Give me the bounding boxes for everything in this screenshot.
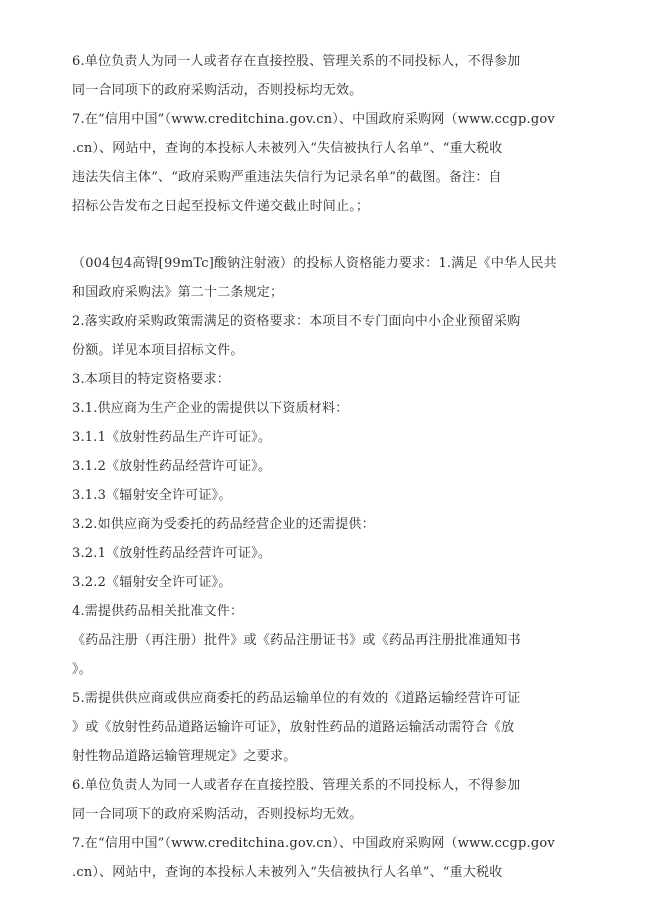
text-line: 招标公告发布之日起至投标文件递交截止时间止。； [72, 199, 370, 214]
text-line: .cn）、网站中，查询的本投标人未被列入“失信被执行人名单”、“重大税收 [72, 141, 503, 156]
text-line: 3.2.2《辐射安全许可证》。 [72, 575, 232, 590]
text-line: 份额。详见本项目招标文件。 [72, 343, 244, 358]
text-line: 3.1.2《放射性药品经营许可证》。 [72, 459, 272, 474]
text-line: 7.在“信用中国”（www.creditchina.gov.cn）、中国政府采购网（www.ccgp.gov [72, 112, 555, 127]
text-line: 3.2.1《放射性药品经营许可证》。 [72, 546, 272, 561]
text-line: （004包4高锝[99mTc]酸钠注射液）的投标人资格能力要求：1.满足《中华人民共 [72, 256, 557, 271]
text-line: 同一合同项下的政府采购活动，否则投标均无效。 [72, 83, 363, 98]
text-line: 3.1.3《辐射安全许可证》。 [72, 488, 232, 503]
text-line: 3.1.供应商为生产企业的需提供以下资质材料： [72, 401, 349, 416]
text-line: 》。 [72, 662, 92, 677]
text-line: 6.单位负责人为同一人或者存在直接控股、管理关系的不同投标人，不得参加 [72, 54, 521, 69]
text-line: 射性物品道路运输管理规定》之要求。 [72, 749, 297, 764]
text-line: 3.1.1《放射性药品生产许可证》。 [72, 430, 272, 445]
text-line: 7.在“信用中国”（www.creditchina.gov.cn）、中国政府采购网（www.ccgp.gov [72, 836, 555, 851]
text-line: 5.需提供供应商或供应商委托的药品运输单位的有效的《道路运输经营许可证 [72, 691, 521, 706]
text-line: 》或《放射性药品道路运输许可证》，放射性药品的道路运输活动需符合《放 [72, 720, 515, 735]
text-line: 6.单位负责人为同一人或者存在直接控股、管理关系的不同投标人，不得参加 [72, 778, 521, 793]
text-line: 2.落实政府采购政策需满足的资格要求：本项目不专门面向中小企业预留采购 [72, 314, 521, 329]
text-line: 3.2.如供应商为受委托的药品经营企业的还需提供： [72, 517, 375, 532]
text-line: 同一合同项下的政府采购活动，否则投标均无效。 [72, 807, 363, 822]
text-line: .cn）、网站中，查询的本投标人未被列入“失信被执行人名单”、“重大税收 [72, 865, 503, 880]
text-line: 违法失信主体”、“政府采购严重违法失信行为记录名单”的截图。备注：自 [72, 170, 502, 185]
text-line: 和国政府采购法》第二十二条规定； [72, 285, 284, 300]
text-line: 《药品注册（再注册）批件》或《药品注册证书》或《药品再注册批准通知书 [72, 633, 521, 648]
text-line: 3.本项目的特定资格要求： [72, 372, 231, 387]
text-line: 4.需提供药品相关批准文件： [72, 604, 244, 619]
